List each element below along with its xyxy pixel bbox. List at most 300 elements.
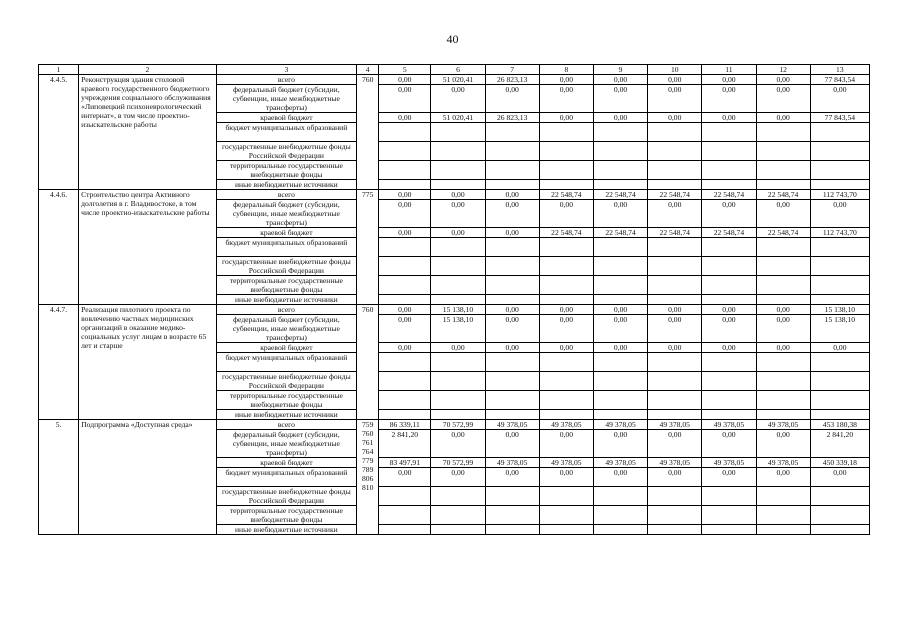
value-cell — [379, 525, 431, 535]
value-cell: 22 548,74 — [756, 190, 810, 200]
value-cell — [756, 353, 810, 372]
value-cell: 0,00 — [379, 468, 431, 487]
value-cell — [539, 372, 593, 391]
value-cell — [485, 161, 539, 180]
value-cell: 77 843,54 — [810, 113, 869, 123]
value-cell — [431, 295, 485, 305]
value-cell — [431, 525, 485, 535]
funding-source-label: всего — [216, 305, 357, 315]
value-cell — [702, 372, 756, 391]
value-cell: 2 841,20 — [379, 430, 431, 458]
value-cell — [702, 180, 756, 190]
value-cell — [648, 238, 702, 257]
value-cell — [431, 487, 485, 506]
budget-code-line: 779 — [361, 456, 374, 465]
value-cell: 0,00 — [379, 343, 431, 353]
value-cell — [431, 410, 485, 420]
value-cell: 0,00 — [756, 430, 810, 458]
value-cell: 0,00 — [539, 430, 593, 458]
budget-code-line: 810 — [361, 483, 374, 492]
value-cell: 0,00 — [756, 200, 810, 228]
value-cell: 0,00 — [485, 315, 539, 343]
value-cell — [648, 391, 702, 410]
value-cell — [485, 180, 539, 190]
value-cell — [379, 487, 431, 506]
value-cell: 0,00 — [379, 228, 431, 238]
value-cell: 0,00 — [539, 315, 593, 343]
value-cell: 0,00 — [648, 343, 702, 353]
value-cell: 0,00 — [810, 468, 869, 487]
funding-source-label: иные внебюджетные источники — [216, 525, 357, 535]
funding-source-label: бюджет муниципальных образований — [216, 353, 357, 372]
value-cell — [379, 391, 431, 410]
funding-source-label: краевой бюджет — [216, 113, 357, 123]
funding-source-label: территориальные государственные внебюджетные фонды — [216, 161, 357, 180]
value-cell: 0,00 — [756, 305, 810, 315]
value-cell — [431, 161, 485, 180]
value-cell — [431, 353, 485, 372]
funding-source-label: всего — [216, 75, 357, 85]
value-cell: 0,00 — [702, 468, 756, 487]
value-cell: 0,00 — [431, 430, 485, 458]
value-cell — [431, 142, 485, 161]
value-cell: 0,00 — [702, 430, 756, 458]
value-cell — [810, 391, 869, 410]
value-cell: 0,00 — [593, 468, 647, 487]
item-number: 4.4.6. — [39, 190, 79, 305]
value-cell: 0,00 — [648, 305, 702, 315]
value-cell: 0,00 — [756, 315, 810, 343]
value-cell: 0,00 — [593, 113, 647, 123]
value-cell — [431, 257, 485, 276]
value-cell — [756, 295, 810, 305]
value-cell — [810, 295, 869, 305]
value-cell — [810, 525, 869, 535]
value-cell: 0,00 — [702, 343, 756, 353]
value-cell — [756, 372, 810, 391]
budget-code-line: 806 — [361, 474, 374, 483]
value-cell — [485, 238, 539, 257]
value-cell: 0,00 — [593, 200, 647, 228]
value-cell: 0,00 — [702, 85, 756, 113]
value-cell — [702, 353, 756, 372]
value-cell: 49 378,05 — [702, 420, 756, 430]
value-cell: 0,00 — [593, 85, 647, 113]
value-cell: 0,00 — [756, 85, 810, 113]
funding-source-label: федеральный бюджет (субсидии, субвенции, иные межбюджетные трансферты) — [216, 200, 357, 228]
value-cell — [485, 391, 539, 410]
value-cell: 0,00 — [485, 200, 539, 228]
value-cell: 0,00 — [593, 305, 647, 315]
value-cell: 0,00 — [485, 190, 539, 200]
value-cell — [648, 180, 702, 190]
value-cell — [648, 295, 702, 305]
value-cell — [648, 161, 702, 180]
value-cell — [756, 238, 810, 257]
value-cell — [810, 257, 869, 276]
value-cell: 83 497,91 — [379, 458, 431, 468]
value-cell: 22 548,74 — [648, 228, 702, 238]
value-cell: 0,00 — [810, 343, 869, 353]
value-cell — [431, 180, 485, 190]
value-cell — [756, 180, 810, 190]
value-cell: 0,00 — [379, 315, 431, 343]
value-cell: 49 378,05 — [756, 420, 810, 430]
value-cell — [702, 142, 756, 161]
value-cell — [379, 180, 431, 190]
value-cell: 51 020,41 — [431, 113, 485, 123]
value-cell — [593, 161, 647, 180]
budget-code — [357, 420, 379, 535]
page-number: 40 — [446, 32, 459, 46]
value-cell — [593, 487, 647, 506]
value-cell: 0,00 — [431, 468, 485, 487]
value-cell: 0,00 — [702, 75, 756, 85]
funding-source-label: федеральный бюджет (субсидии, субвенции, иные межбюджетные трансферты) — [216, 315, 357, 343]
value-cell: 15 138,10 — [431, 315, 485, 343]
value-cell — [431, 123, 485, 142]
value-cell — [539, 161, 593, 180]
value-cell — [810, 123, 869, 142]
value-cell: 0,00 — [702, 113, 756, 123]
value-cell — [485, 123, 539, 142]
value-cell: 0,00 — [379, 190, 431, 200]
value-cell — [593, 391, 647, 410]
value-cell — [648, 142, 702, 161]
value-cell — [431, 238, 485, 257]
value-cell — [379, 123, 431, 142]
value-cell: 49 378,05 — [485, 420, 539, 430]
value-cell: 0,00 — [379, 75, 431, 85]
value-cell — [485, 276, 539, 295]
value-cell — [810, 142, 869, 161]
value-cell — [648, 487, 702, 506]
header-cell: 12 — [756, 65, 810, 75]
value-cell — [648, 525, 702, 535]
funding-source-label: государственные внебюджетные фонды Российской Федерации — [216, 257, 357, 276]
value-cell: 49 378,05 — [593, 420, 647, 430]
value-cell — [702, 295, 756, 305]
value-cell — [539, 353, 593, 372]
value-cell — [539, 525, 593, 535]
funding-source-label: краевой бюджет — [216, 228, 357, 238]
value-cell — [810, 372, 869, 391]
value-cell — [702, 391, 756, 410]
value-cell — [756, 123, 810, 142]
value-cell — [756, 525, 810, 535]
value-cell — [648, 276, 702, 295]
header-cell: 5 — [379, 65, 431, 75]
header-cell: 3 — [216, 65, 357, 75]
value-cell: 0,00 — [539, 200, 593, 228]
value-cell: 0,00 — [431, 228, 485, 238]
value-cell — [810, 161, 869, 180]
value-cell: 70 572,99 — [431, 420, 485, 430]
value-cell — [485, 353, 539, 372]
value-cell: 26 823,13 — [485, 113, 539, 123]
value-cell — [810, 353, 869, 372]
value-cell: 112 743,70 — [810, 228, 869, 238]
value-cell: 49 378,05 — [756, 458, 810, 468]
value-cell: 0,00 — [648, 468, 702, 487]
value-cell — [379, 276, 431, 295]
value-cell: 0,00 — [485, 305, 539, 315]
value-cell: 0,00 — [648, 85, 702, 113]
table-row — [39, 75, 870, 85]
value-cell: 0,00 — [593, 430, 647, 458]
funding-source-label: территориальные государственные внебюджетные фонды — [216, 276, 357, 295]
value-cell — [756, 410, 810, 420]
value-cell — [756, 142, 810, 161]
value-cell: 450 339,18 — [810, 458, 869, 468]
value-cell: 0,00 — [431, 85, 485, 113]
value-cell: 86 339,11 — [379, 420, 431, 430]
budget-code-line: 761 — [361, 438, 374, 447]
value-cell: 15 138,10 — [810, 305, 869, 315]
budget-table — [38, 64, 870, 535]
value-cell: 0,00 — [593, 343, 647, 353]
value-cell: 0,00 — [702, 200, 756, 228]
value-cell — [593, 276, 647, 295]
value-cell — [431, 391, 485, 410]
value-cell — [702, 161, 756, 180]
value-cell: 0,00 — [756, 75, 810, 85]
value-cell — [539, 410, 593, 420]
header-cell: 2 — [79, 65, 216, 75]
value-cell — [810, 506, 869, 525]
funding-source-label: иные внебюджетные источники — [216, 295, 357, 305]
value-cell — [485, 372, 539, 391]
funding-source-label: государственные внебюджетные фонды Российской Федерации — [216, 487, 357, 506]
value-cell — [648, 257, 702, 276]
value-cell: 0,00 — [431, 190, 485, 200]
value-cell — [648, 410, 702, 420]
value-cell: 0,00 — [648, 200, 702, 228]
value-cell: 0,00 — [648, 315, 702, 343]
value-cell: 0,00 — [485, 343, 539, 353]
funding-source-label: краевой бюджет — [216, 343, 357, 353]
value-cell: 22 548,74 — [539, 190, 593, 200]
value-cell — [648, 506, 702, 525]
value-cell — [648, 372, 702, 391]
value-cell — [810, 410, 869, 420]
value-cell: 0,00 — [431, 343, 485, 353]
value-cell — [485, 295, 539, 305]
funding-source-label: иные внебюджетные источники — [216, 180, 357, 190]
value-cell — [431, 276, 485, 295]
value-cell — [539, 180, 593, 190]
value-cell — [539, 257, 593, 276]
value-cell — [593, 372, 647, 391]
value-cell — [379, 295, 431, 305]
value-cell — [593, 506, 647, 525]
value-cell — [485, 257, 539, 276]
value-cell — [810, 238, 869, 257]
header-cell: 6 — [431, 65, 485, 75]
value-cell: 22 548,74 — [593, 190, 647, 200]
value-cell — [485, 506, 539, 525]
value-cell — [379, 238, 431, 257]
table-row — [39, 305, 870, 315]
value-cell: 22 548,74 — [648, 190, 702, 200]
funding-source-label: территориальные государственные внебюджетные фонды — [216, 391, 357, 410]
funding-source-label: всего — [216, 420, 357, 430]
value-cell: 49 378,05 — [593, 458, 647, 468]
value-cell — [485, 410, 539, 420]
value-cell — [810, 276, 869, 295]
value-cell: 0,00 — [756, 468, 810, 487]
value-cell: 15 138,10 — [810, 315, 869, 343]
value-cell — [379, 372, 431, 391]
value-cell: 0,00 — [485, 468, 539, 487]
value-cell — [539, 295, 593, 305]
value-cell — [593, 525, 647, 535]
value-cell — [648, 123, 702, 142]
value-cell — [485, 142, 539, 161]
header-cell: 8 — [539, 65, 593, 75]
value-cell: 0,00 — [485, 430, 539, 458]
funding-source-label: иные внебюджетные источники — [216, 410, 357, 420]
funding-source-label: федеральный бюджет (субсидии, субвенции, иные межбюджетные трансферты) — [216, 85, 357, 113]
value-cell: 49 378,05 — [539, 420, 593, 430]
value-cell: 0,00 — [539, 85, 593, 113]
funding-source-label: бюджет муниципальных образований — [216, 468, 357, 487]
value-cell: 22 548,74 — [756, 228, 810, 238]
value-cell: 0,00 — [648, 113, 702, 123]
value-cell: 0,00 — [539, 343, 593, 353]
budget-code-line: 764 — [361, 447, 374, 456]
value-cell — [539, 391, 593, 410]
value-cell — [431, 372, 485, 391]
value-cell — [593, 410, 647, 420]
value-cell — [702, 238, 756, 257]
header-cell: 7 — [485, 65, 539, 75]
funding-source-label: государственные внебюджетные фонды Российской Федерации — [216, 372, 357, 391]
value-cell — [593, 295, 647, 305]
value-cell — [539, 238, 593, 257]
value-cell: 51 020,41 — [431, 75, 485, 85]
value-cell: 0,00 — [648, 75, 702, 85]
value-cell — [539, 276, 593, 295]
value-cell: 0,00 — [485, 228, 539, 238]
value-cell: 0,00 — [539, 75, 593, 85]
value-cell: 49 378,05 — [648, 420, 702, 430]
value-cell — [379, 142, 431, 161]
header-row — [39, 65, 870, 75]
value-cell — [756, 506, 810, 525]
value-cell: 0,00 — [756, 343, 810, 353]
value-cell — [379, 506, 431, 525]
value-cell: 0,00 — [539, 113, 593, 123]
item-name: Строительство центра Активного долголетия в г. Владивостоке, в том числе проектно-изыскательские работы — [79, 190, 216, 305]
value-cell: 453 180,38 — [810, 420, 869, 430]
value-cell: 49 378,05 — [539, 458, 593, 468]
value-cell — [756, 161, 810, 180]
header-cell: 1 — [39, 65, 79, 75]
header-cell: 10 — [648, 65, 702, 75]
value-cell — [593, 123, 647, 142]
value-cell — [379, 353, 431, 372]
funding-source-label: государственные внебюджетные фонды Российской Федерации — [216, 142, 357, 161]
value-cell: 0,00 — [379, 85, 431, 113]
budget-code: 760 — [357, 75, 379, 190]
value-cell — [810, 487, 869, 506]
value-cell: 22 548,74 — [702, 228, 756, 238]
value-cell: 0,00 — [539, 305, 593, 315]
value-cell — [593, 180, 647, 190]
value-cell — [539, 123, 593, 142]
funding-source-label: территориальные государственные внебюджетные фонды — [216, 506, 357, 525]
value-cell — [702, 276, 756, 295]
value-cell — [379, 410, 431, 420]
value-cell — [593, 257, 647, 276]
value-cell: 22 548,74 — [593, 228, 647, 238]
value-cell — [810, 180, 869, 190]
value-cell — [756, 487, 810, 506]
value-cell: 0,00 — [756, 113, 810, 123]
value-cell: 22 548,74 — [702, 190, 756, 200]
value-cell: 0,00 — [702, 315, 756, 343]
header-cell: 4 — [357, 65, 379, 75]
table-row — [39, 190, 870, 200]
value-cell: 26 823,13 — [485, 75, 539, 85]
value-cell: 49 378,05 — [648, 458, 702, 468]
value-cell — [593, 353, 647, 372]
item-number: 4.4.7. — [39, 305, 79, 420]
value-cell: 49 378,05 — [485, 458, 539, 468]
value-cell — [702, 123, 756, 142]
value-cell — [702, 487, 756, 506]
value-cell — [539, 506, 593, 525]
value-cell — [702, 410, 756, 420]
value-cell — [379, 257, 431, 276]
funding-source-label: федеральный бюджет (субсидии, субвенции, иные межбюджетные трансферты) — [216, 430, 357, 458]
table-row — [39, 420, 870, 430]
funding-source-label: всего — [216, 190, 357, 200]
value-cell — [756, 276, 810, 295]
value-cell: 49 378,05 — [702, 458, 756, 468]
value-cell — [702, 525, 756, 535]
value-cell: 0,00 — [485, 85, 539, 113]
value-cell — [593, 142, 647, 161]
funding-source-label: бюджет муниципальных образований — [216, 238, 357, 257]
funding-source-label: бюджет муниципальных образований — [216, 123, 357, 142]
item-name: Реконструкция здания столовой краевого государственного бюджетного учреждения социального обслуживания «Липовецкий психоневрологический интернат», в том числе проектно-изыскательские работы — [79, 75, 216, 190]
value-cell: 0,00 — [810, 85, 869, 113]
budget-code-line: 789 — [361, 465, 374, 474]
item-name: Реализация пилотного проекта по вовлечению частных медицинских организаций в оказание медико-социальных услуг лицам в возрасте 65 лет и старше — [79, 305, 216, 420]
value-cell — [702, 257, 756, 276]
value-cell: 0,00 — [810, 200, 869, 228]
header-cell: 11 — [702, 65, 756, 75]
value-cell: 0,00 — [593, 75, 647, 85]
value-cell — [431, 506, 485, 525]
value-cell: 0,00 — [379, 305, 431, 315]
funding-source-label: краевой бюджет — [216, 458, 357, 468]
value-cell: 22 548,74 — [539, 228, 593, 238]
header-cell: 9 — [593, 65, 647, 75]
item-number: 5. — [39, 420, 79, 535]
value-cell — [539, 487, 593, 506]
value-cell: 0,00 — [593, 315, 647, 343]
value-cell — [539, 142, 593, 161]
item-name: Подпрограмма «Доступная среда» — [79, 420, 216, 535]
value-cell — [756, 257, 810, 276]
value-cell: 2 841,20 — [810, 430, 869, 458]
value-cell — [756, 391, 810, 410]
value-cell: 0,00 — [702, 305, 756, 315]
value-cell — [648, 353, 702, 372]
